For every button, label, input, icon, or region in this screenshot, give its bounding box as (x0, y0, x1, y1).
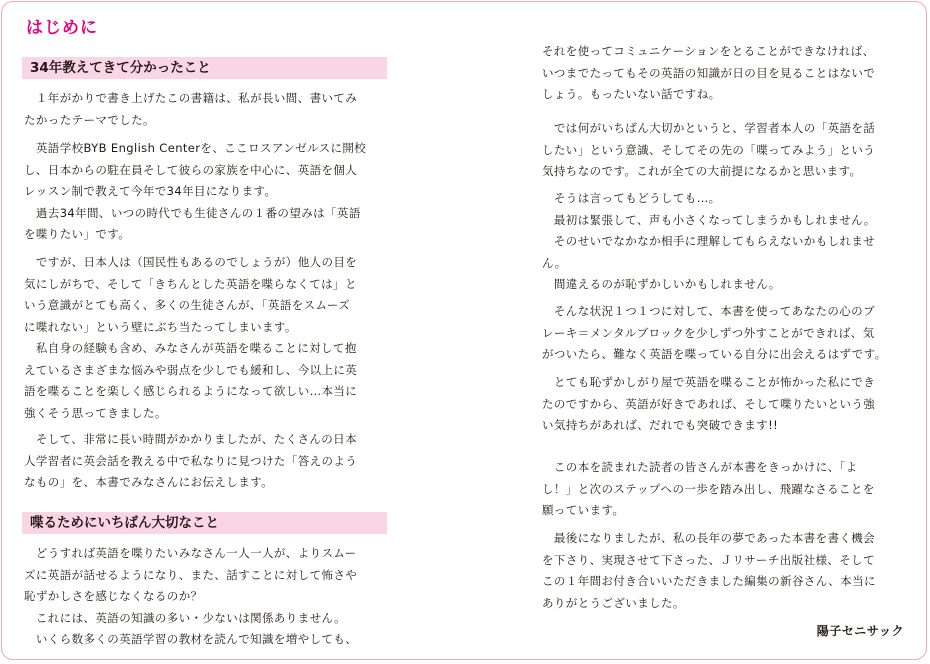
paragraph (542, 188, 912, 296)
text-line: どうすれば英語を喋りたいみなさん一人一人が、よりスムー (24, 546, 357, 560)
text-line: ですが、日本人は（国民性もあるのでしょうが）他人の目を (24, 255, 358, 269)
text-line: を下さり、実現させて下さった、Ｊリサーチ出版社様、そして (542, 552, 875, 567)
text-line: この１年間お付き合いいただきました編集の新谷さん、本当に (542, 574, 876, 588)
text-line: したい」という意識、そしてその先の「喋ってみよう」という (542, 142, 876, 157)
text-line: がついたら、難なく英語を喋っている自分に出会えるはずです。 (542, 347, 887, 361)
text-line: とても恥ずかしがり屋で英語を喋ることが怖かった私にでき (542, 375, 876, 389)
text-line: し！」と次のステップへの一歩を踏み出し、飛躍なさることを (542, 481, 875, 496)
text-line: そして、非常に長い時間がかかりましたが、たくさんの日本 (24, 432, 357, 446)
text-line: い気持ちがあれば、だれでも突破できます!! (542, 418, 779, 432)
text-line: いつまでたってもその英語の知識が日の目を見ることはないで (542, 65, 876, 80)
section-heading-1: 34年教えてきて分かったこと (22, 57, 387, 79)
text-line: 気持ちなのです。これが全ての大前提になるかと思います。 (542, 164, 862, 178)
text-line: レッスン制で教えて今年で34年目になります。 (24, 184, 277, 198)
text-line: に喋れない」という壁にぶち当たってしまいます。 (24, 319, 297, 334)
text-line: 過去34年間、いつの時代でも生徒さんの１番の望みは「英語 (24, 205, 361, 220)
text-line: そうは言ってもどうしても…。 (542, 191, 721, 205)
text-line: では何がいちばん大切かというと、学習者本人の「英語を話 (542, 121, 876, 135)
text-line: 間違えるのが恥ずかしいかもしれません。 (542, 277, 781, 291)
text-line: そのせいでなかなか相手に理解してもらえないかもしれませ (542, 234, 876, 248)
paragraph (542, 41, 912, 106)
text-line: 人学習者に英会話を教える中で私なりに見つけた「答えのよう (24, 453, 358, 468)
text-line: たかったテーマでした。 (24, 112, 155, 127)
text-line: いくら数多くの英語学習の教材を読んで知識を増やしても、 (24, 632, 358, 646)
paragraph (542, 372, 912, 437)
text-line: たのですから、英語が好きであれば、そして喋りたいという強 (542, 396, 876, 411)
author-signature: 陽子セニサック (816, 624, 904, 638)
paragraph (24, 543, 390, 651)
paragraph (542, 528, 912, 614)
section-heading-2: 喋るためにいちばん大切なこと (22, 512, 387, 534)
text-line: えているさまざまな悩みや弱点を少しでも緩和し、今以上に英 (24, 362, 358, 377)
text-line: し、日本からの駐在員そして彼らの家族を中心に、英語を個人 (24, 162, 358, 177)
text-line: 気にしがちで、そして「きちんとした英語を喋らなくては」と (24, 276, 357, 291)
text-line: を喋りたい」です。 (24, 227, 131, 241)
text-line: １年がかりで書き上げたこの書籍は、私が長い間、書いてみ (24, 91, 358, 105)
book-page-spread (1, 1, 927, 660)
text-line: 強くそう思ってきました。 (24, 405, 167, 420)
text-line: 最後になりましたが、私の長年の夢であった本書を書く機会 (542, 531, 876, 545)
text-line: 願っています。 (542, 503, 625, 517)
text-line: ありがとうございました。 (542, 595, 685, 610)
text-line: これには、英語の知識の多い・少ないは関係ありません。 (24, 610, 346, 625)
text-line: 私自身の経験も含め、みなさんが英語を喋ることに対して抱 (24, 341, 357, 355)
text-line: そんな状況１つ１つに対して、本書を使ってあなたの心のブ (542, 304, 875, 318)
text-line: この本を読まれた読者の皆さんが本書をきっかけに、「よ (542, 460, 858, 474)
paragraph (24, 138, 390, 246)
text-line: 英語学校BYB English Centerを、ここロスアンゼルスに開校 (24, 141, 367, 155)
chapter-title: はじめに (26, 18, 98, 38)
paragraph (24, 252, 390, 424)
paragraph (24, 429, 390, 494)
paragraph (24, 88, 390, 131)
text-line: 最初は緊張して、声も小さくなってしまうかもしれません。 (542, 212, 876, 227)
text-line: それを使ってコミュニケーションをとることができなければ、 (542, 44, 875, 58)
text-line: レーキ＝メンタルブロックを少しずつ外すことができれば、気 (542, 325, 875, 340)
paragraph (542, 457, 912, 522)
paragraph (542, 301, 912, 366)
paragraph (542, 118, 912, 183)
text-line: しょう。もったいない話ですね。 (542, 87, 721, 101)
text-line: ズに英語が話せるようになり、また、話すことに対して怖さや (24, 567, 358, 582)
text-line: いう意識がとても高く、多くの生徒さんが、「英語をスムーズ (24, 298, 351, 312)
text-line: 語を喋ることを楽しく感じられるようになって欲しい…本当に (24, 384, 358, 398)
text-line: なもの」を、本書でみなさんにお伝えします。 (24, 475, 273, 489)
text-line: 恥ずかしさを感じなくなるのか？ (24, 589, 203, 603)
text-line: ん。 (542, 255, 567, 270)
